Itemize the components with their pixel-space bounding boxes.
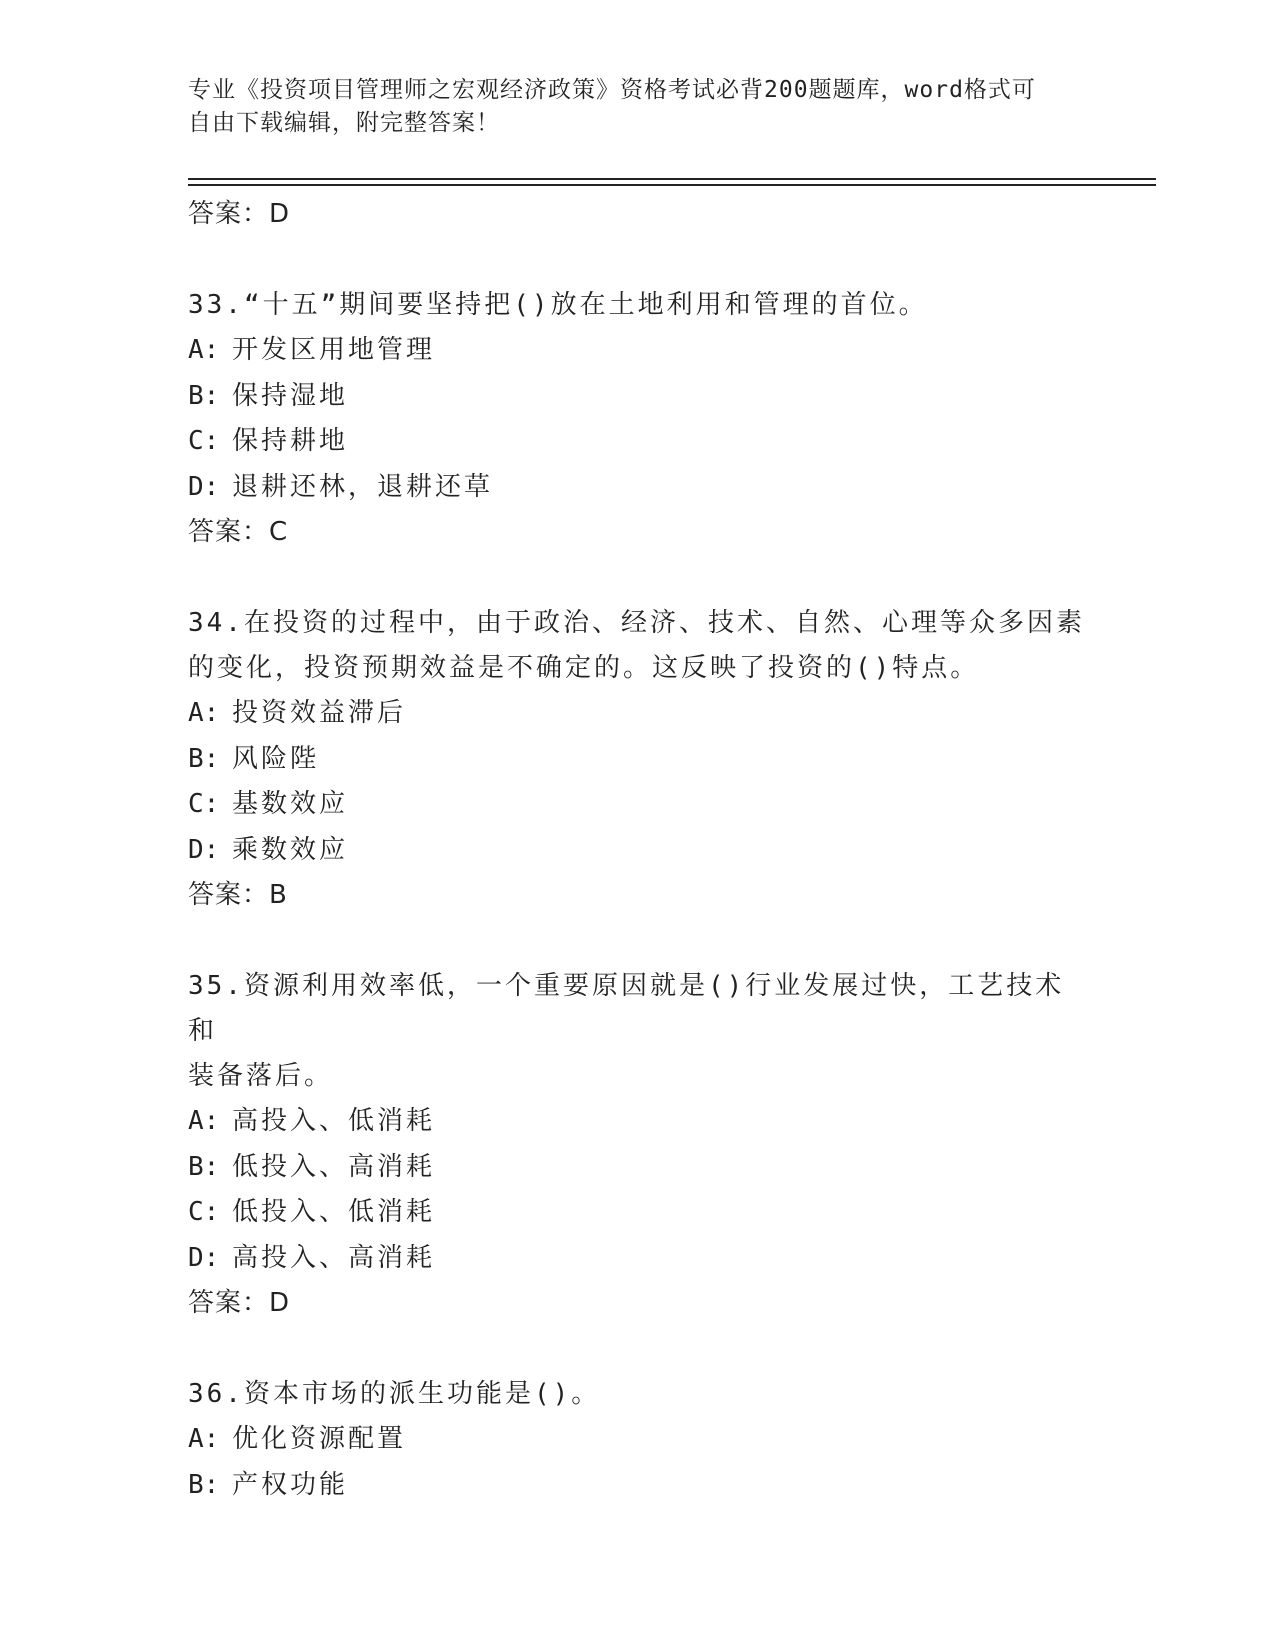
question-35 [188,964,1088,1325]
option-d [188,1236,1088,1282]
answer: 答案：C [188,517,289,547]
question-list [188,192,1088,1508]
option-c [188,782,1088,828]
question-stem: 36.资本市场的派生功能是()。 [188,1379,601,1409]
answer: 答案：D [188,1288,291,1318]
option-text: 高投入、高消耗 [232,1242,436,1273]
option-c [188,1190,1088,1236]
option-b [188,737,1088,783]
header-rule-top [188,178,1156,180]
option-a [188,1099,1088,1145]
option-d [188,465,1088,511]
option-label: B: [188,1469,220,1500]
option-label: A: [188,335,220,365]
question-36 [188,1372,1088,1508]
option-label: A: [188,698,220,728]
option-label: C: [188,1197,220,1227]
option-text: 乘数效应 [232,834,349,865]
option-text: 风险陛 [232,743,320,774]
option-text: 开发区用地管理 [232,335,436,365]
question-34 [188,601,1088,917]
option-b [188,1145,1088,1191]
question-stem: 33.“十五”期间要坚持把()放在土地利用和管理的首位。 [188,290,928,320]
option-d [188,828,1088,874]
option-text: 产权功能 [232,1469,349,1500]
option-a [188,1417,1088,1463]
option-text: 保持湿地 [232,380,349,411]
question-stem-line-1: 34.在投资的过程中，由于政治、经济、技术、自然、心理等众多因素 [188,608,1085,638]
option-c [188,419,1088,465]
option-label: A: [188,1106,220,1136]
option-text: 高投入、低消耗 [232,1106,436,1136]
option-text: 优化资源配置 [232,1424,407,1454]
question-stem-line-2: 的变化，投资预期效益是不确定的。这反映了投资的()特点。 [188,653,980,683]
document-header [188,74,1068,140]
option-b [188,374,1088,420]
option-text: 低投入、高消耗 [232,1151,436,1182]
question-stem-line-2: 装备落后。 [188,1061,334,1091]
answer: 答案：B [188,880,288,910]
header-line-1: 专业《投资项目管理师之宏观经济政策》资格考试必背200题题库，word格式可 [188,77,1036,103]
option-label: B: [188,380,220,411]
option-label: A: [188,1424,220,1454]
option-label: C: [188,426,220,456]
question-stem-line-1: 35.资源利用效率低，一个重要原因就是()行业发展过快，工艺技术和 [188,971,1065,1046]
option-label: D: [188,471,220,502]
option-label: C: [188,789,220,819]
header-line-2: 自由下载编辑，附完整答案！ [188,110,500,136]
previous-answer: 答案：D [188,199,291,229]
question-33 [188,283,1088,554]
header-rule-bottom [188,184,1156,186]
option-text: 基数效应 [232,789,349,819]
option-label: D: [188,1242,220,1273]
option-label: D: [188,834,220,865]
option-a [188,328,1088,374]
option-b [188,1463,1088,1509]
option-text: 投资效益滞后 [232,698,407,728]
option-text: 退耕还林，退耕还草 [232,471,494,502]
option-text: 保持耕地 [232,426,349,456]
option-label: B: [188,1151,220,1182]
option-text: 低投入、低消耗 [232,1197,436,1227]
option-a [188,691,1088,737]
option-label: B: [188,743,220,774]
